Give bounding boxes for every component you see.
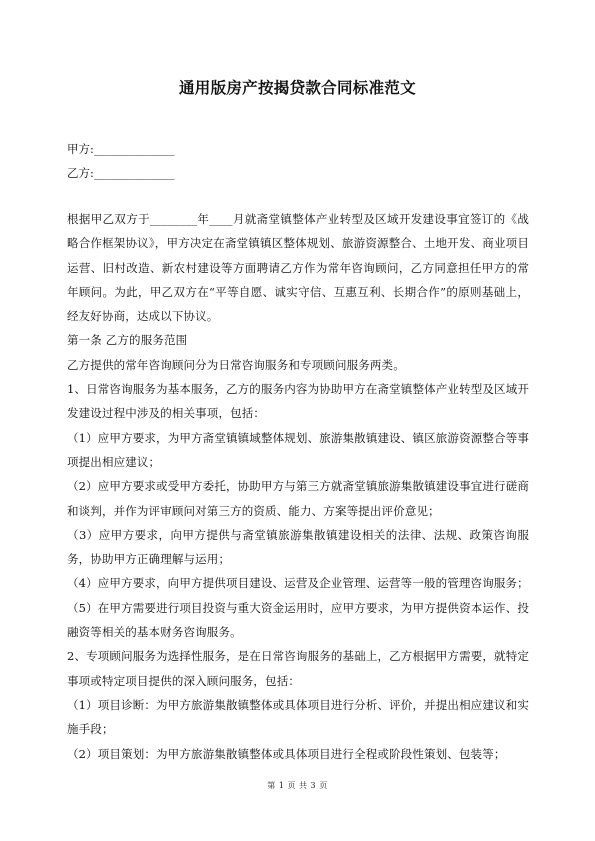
party-a-line: 甲方:______________ [67, 142, 175, 156]
special-item-2: （2）项目策划：为甲方旅游集散镇整体或具体项目进行全程或阶段性策划、包装等； [67, 746, 506, 761]
document-title: 通用版房产按揭贷款合同标准范文 [178, 79, 416, 97]
daily-item-3: （3）应甲方要求，向甲方提供与斋堂镇旅游集散镇建设相关的法律、法规、政策咨询服务，协助甲方正确理解与运用； [67, 527, 529, 567]
document-body [67, 207, 529, 766]
special-service-paragraph: 2、专项顾问服务为选择性服务，是在日常咨询服务的基础上，乙方根据甲方需要，就特定事项或特定项目提供的深入顾问服务，包括： [67, 649, 529, 688]
service-types-paragraph: 乙方提供的常年咨询顾问分为日常咨询服务和专项顾问服务两类。 [67, 357, 405, 372]
page-footer: 第 1 页 共 3 页 [267, 781, 328, 790]
daily-item-4: （4）应甲方要求，向甲方提供项目建设、运营及企业管理、运营等一般的管理咨询服务； [67, 576, 529, 591]
intro-paragraph: 根据甲乙双方于________年____月就斋堂镇整体产业转型及区域开发建设事宜签订的《战略合作框架协议》，甲方决定在斋堂镇镇区整体规划、旅游资源整合、土地开发、商业项目运营、旧村改造、新农村建设等方面聘请乙方作为常年咨询顾问，乙方同意担任甲方的常年顾问。为此，甲乙双方在“平等自愿、诚实守信、互惠互利、长期合作”的原则基础上，经友好协商，达成以下协议。 [67, 212, 529, 324]
daily-service-paragraph: 1、日常咨询服务为基本服务，乙方的服务内容为协助甲方在斋堂镇整体产业转型及区域开发建设过程中涉及的相关事项，包括： [67, 382, 529, 421]
daily-item-2: （2）应甲方要求或受甲方委托，协助甲方与第三方就斋堂镇旅游集散镇建设事宜进行磋商和谈判，并作为评审顾问对第三方的资质、能力、方案等提出评价意见； [67, 479, 529, 518]
article-heading: 第一条 乙方的服务范围 [67, 333, 188, 348]
party-b-line: 乙方:______________ [67, 166, 175, 180]
daily-item-1: （1）应甲方要求，为甲方斋堂镇镇域整体规划、旅游集散镇建设、镇区旅游资源整合等事项提出相应建议； [67, 430, 529, 469]
daily-item-5: （5）在甲方需要进行项目投资与重大资金运用时，应甲方要求，为甲方提供资本运作、投融资等相关的基本财务咨询服务。 [67, 600, 529, 640]
special-item-1: （1）项目诊断：为甲方旅游集散镇整体或具体项目进行分析、评价，并提出相应建议和实施手段； [67, 697, 529, 737]
